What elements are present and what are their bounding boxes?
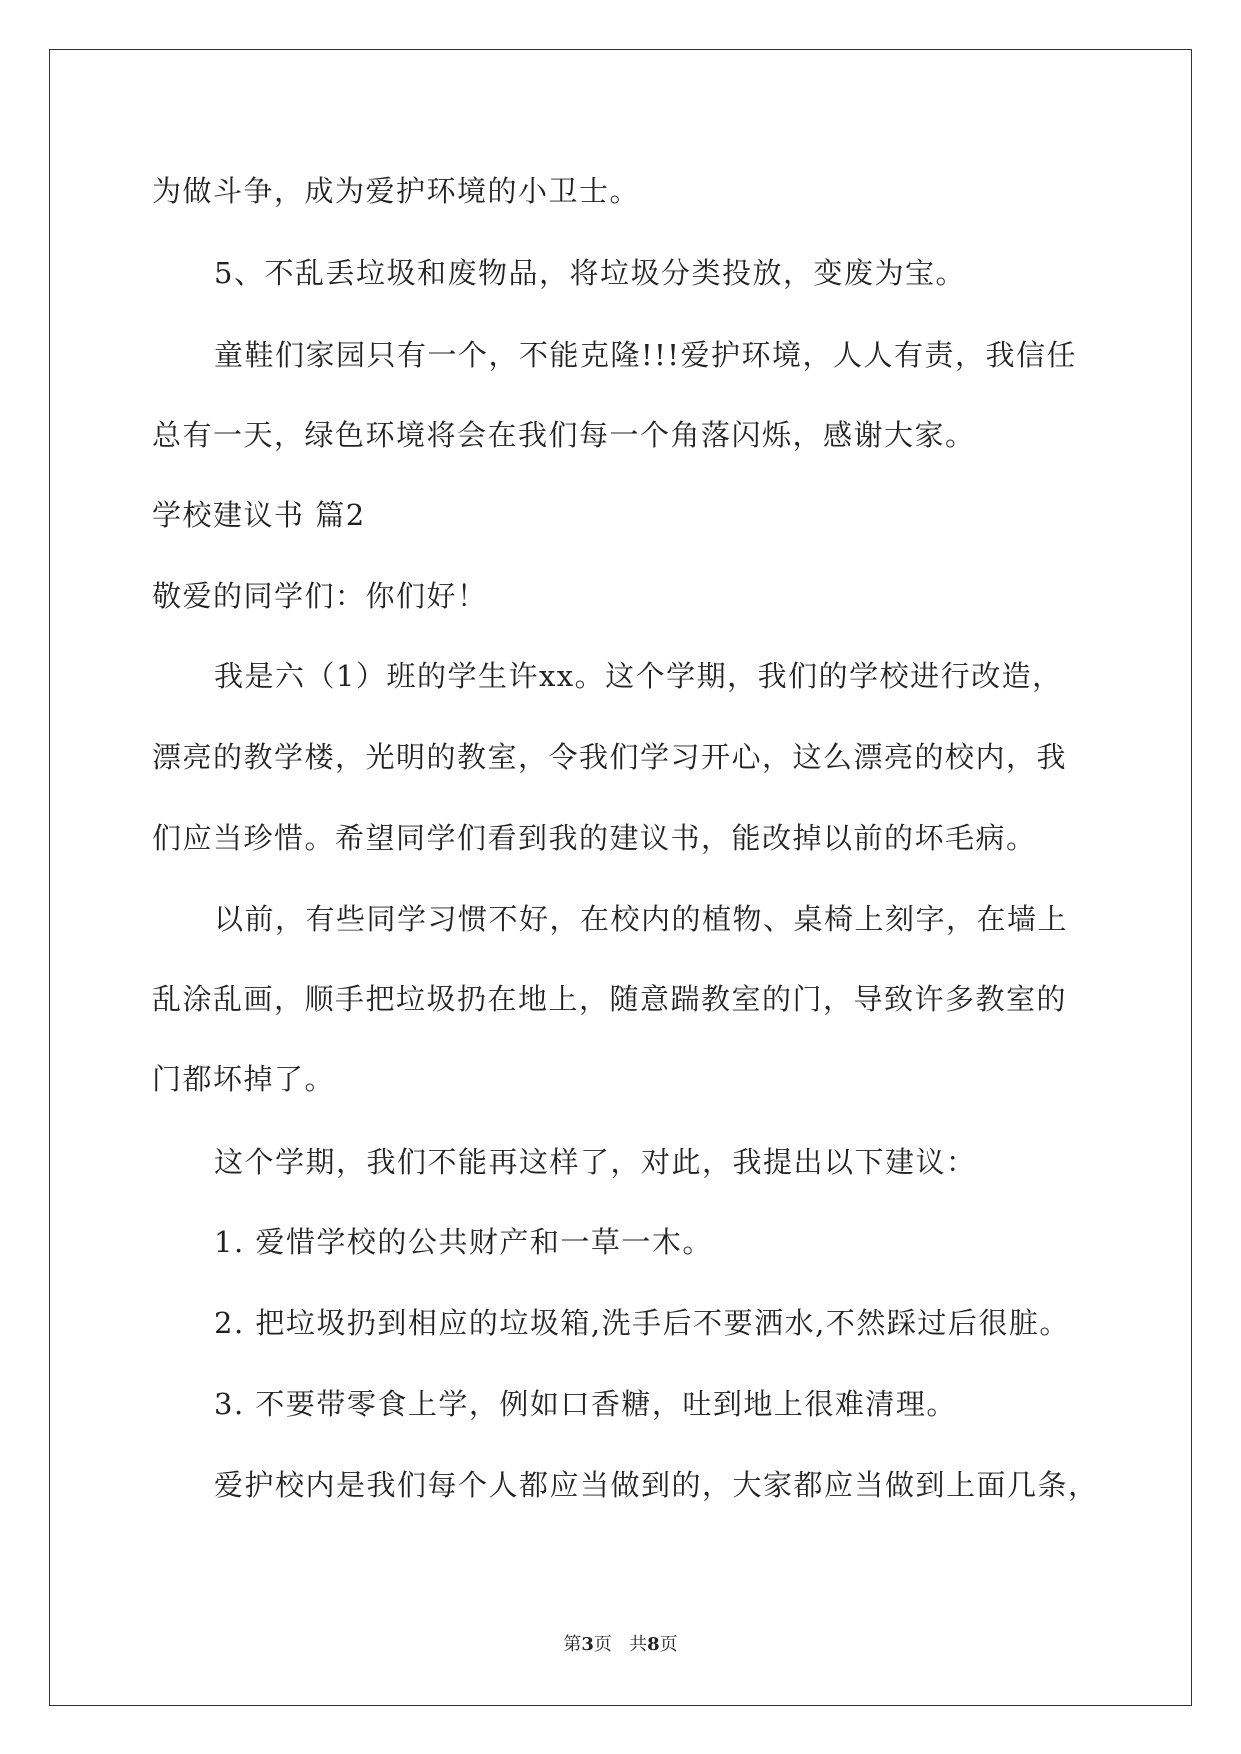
body-line-17: 爱护校内是我们每个人都应当做到的，大家都应当做到上面几条， — [214, 1468, 1099, 1502]
body-line-4: 总有一天，绿色环境将会在我们每一个角落闪烁，感谢大家。 — [152, 418, 976, 452]
page-border — [49, 49, 1192, 1706]
footer-prefix: 第 — [563, 1634, 582, 1655]
body-line-8: 漂亮的教学楼，光明的教室，令我们学习开心，这么漂亮的校内，我 — [152, 740, 1068, 774]
section-heading: 学校建议书 篇2 — [152, 498, 366, 532]
body-line-10: 以前，有些同学习惯不好，在校内的植物、桌椅上刻字，在墙上 — [214, 902, 1069, 936]
current-page-number: 3 — [581, 1634, 594, 1655]
list-item-2: 2. 把垃圾扔到相应的垃圾箱,洗手后不要洒水,不然踩过后很脏。 — [214, 1306, 1070, 1340]
footer-mid: 页 共 — [593, 1634, 648, 1655]
body-line-11: 乱涂乱画，顺手把垃圾扔在地上，随意踹教室的门，导致许多教室的 — [152, 982, 1068, 1016]
footer-suffix: 页 — [659, 1634, 678, 1655]
body-line-2: 5、不乱丢垃圾和废物品，将垃圾分类投放，变废为宝。 — [214, 256, 966, 290]
page-footer — [0, 1630, 1241, 1656]
salutation: 敬爱的同学们：你们好！ — [152, 579, 488, 613]
body-line-7: 我是六（1）班的学生许xx。这个学期，我们的学校进行改造， — [214, 659, 1063, 693]
total-page-number: 8 — [647, 1634, 660, 1655]
body-line-3: 童鞋们家园只有一个，不能克隆!!!爱护环境，人人有责，我信任 — [214, 338, 1077, 372]
list-item-1: 1. 爱惜学校的公共财产和一草一木。 — [214, 1225, 713, 1259]
body-line-13: 这个学期，我们不能再这样了，对此，我提出以下建议： — [214, 1145, 977, 1179]
list-item-3: 3. 不要带零食上学，例如口香糖，吐到地上很难清理。 — [214, 1387, 957, 1421]
body-line-12: 门都坏掉了。 — [152, 1062, 336, 1096]
body-line-1: 为做斗争，成为爱护环境的小卫士。 — [152, 174, 641, 208]
body-line-9: 们应当珍惜。希望同学们看到我的建议书，能改掉以前的坏毛病。 — [152, 821, 1037, 855]
